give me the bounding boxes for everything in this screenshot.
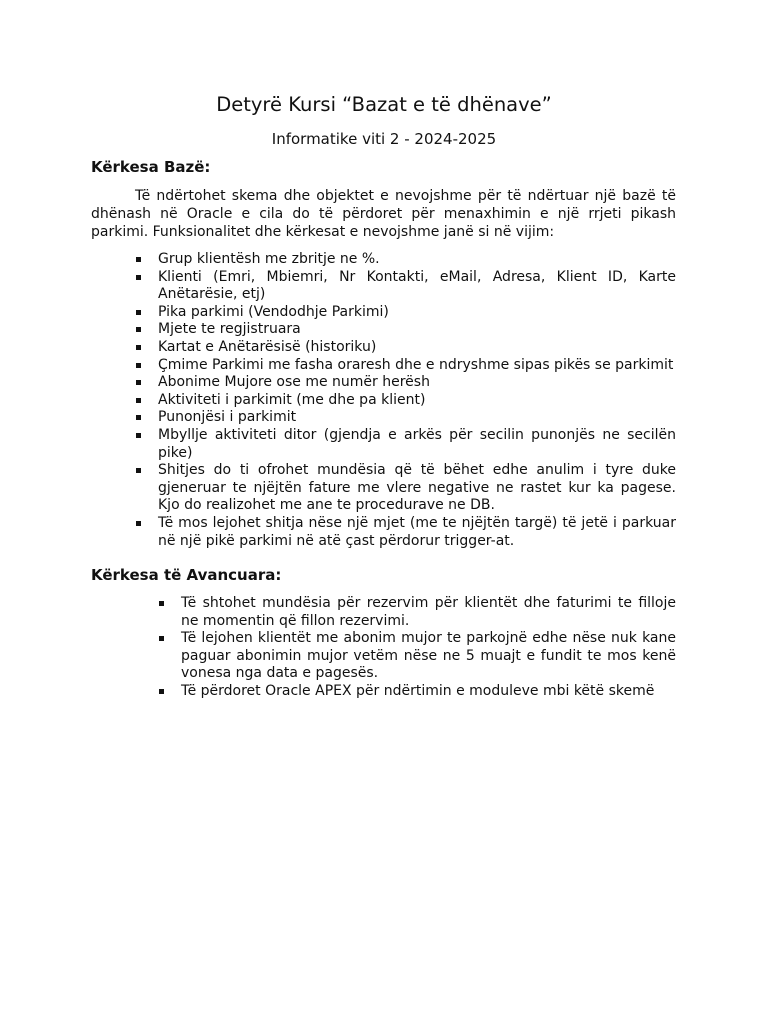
square-bullet-icon: [136, 433, 141, 438]
list-item: [135, 304, 676, 322]
list-item: [135, 339, 676, 357]
list-item-text: Shitjes do ti ofrohet mundësia që të bëhet edhe anulim i tyre duke gjeneruar te njëjtën fature me vlere negative ne rastet kur ka pagese. Kjo do realizohet me ane te procedurave ne DB.: [158, 462, 676, 514]
advanced-requirements-heading: Kërkesa të Avancuara:: [91, 566, 282, 584]
list-item-text: Mbyllje aktiviteti ditor (gjendja e arkës për secilin punonjës ne secilën pike): [158, 426, 676, 461]
square-bullet-icon: [136, 327, 141, 332]
list-item-text: Aktiviteti i parkimit (me dhe pa klient): [158, 391, 426, 408]
square-bullet-icon: [159, 689, 164, 694]
basic-requirements-heading: Kërkesa Bazë:: [91, 158, 211, 176]
list-item: [135, 409, 676, 427]
list-item-text: Mjete te regjistruara: [158, 321, 301, 338]
list-item-text: Çmime Parkimi me fasha oraresh dhe e ndryshme sipas pikës se parkimit: [158, 356, 674, 373]
square-bullet-icon: [136, 345, 141, 350]
list-item-text: Të lejohen klientët me abonim mujor te parkojnë edhe nëse nuk kane paguar abonimin mujor vetëm nëse ne 5 muajt e fundit te mos kenë vonesa nga data e pagesës.: [181, 630, 676, 682]
square-bullet-icon: [159, 601, 164, 606]
list-item: [158, 595, 676, 630]
square-bullet-icon: [136, 363, 141, 368]
page-subtitle: Informatike viti 2 - 2024-2025: [271, 130, 497, 148]
list-item: [158, 630, 676, 683]
list-item: [135, 374, 676, 392]
list-item-text: Kartat e Anëtarësisë (historiku): [158, 338, 377, 355]
list-item: [135, 251, 676, 269]
list-item: [135, 357, 676, 375]
list-item-text: Të shtohet mundësia për rezervim për klientët dhe faturimi te filloje ne momentin që fillon rezervimi.: [181, 595, 676, 629]
square-bullet-icon: [136, 310, 141, 315]
list-item-text: Klienti (Emri, Mbiemri, Nr Kontakti, eMail, Adresa, Klient ID, Karte Anëtarësie, etj): [158, 268, 676, 303]
square-bullet-icon: [136, 398, 141, 403]
intro-paragraph: Të ndërtohet skema dhe objektet e nevojshme për të ndërtuar një bazë të dhënash në Oracle e cila do të përdoret për menaxhimin e një rrjeti pikash parkimi. Funksionalitet dhe kërkesat e nevojshme janë si në vijim:: [91, 188, 676, 240]
advanced-requirements-list: [158, 595, 676, 701]
basic-requirements-list: [135, 251, 676, 550]
list-item: [135, 392, 676, 410]
list-item: [158, 683, 676, 701]
list-item-text: Grup klientësh me zbritje ne %.: [158, 251, 380, 267]
square-bullet-icon: [136, 468, 141, 473]
list-item: [135, 515, 676, 550]
square-bullet-icon: [136, 275, 141, 280]
list-item: [135, 462, 676, 515]
list-item-text: Pika parkimi (Vendodhje Parkimi): [158, 303, 389, 320]
square-bullet-icon: [136, 415, 141, 420]
square-bullet-icon: [159, 636, 164, 641]
list-item-text: Të përdoret Oracle APEX për ndërtimin e moduleve mbi këtë skemë: [181, 682, 655, 699]
square-bullet-icon: [136, 380, 141, 385]
list-item-text: Abonime Mujore ose me numër herësh: [158, 374, 430, 391]
list-item-text: Të mos lejohet shitja nëse një mjet (me te njëjtën targë) të jetë i parkuar në një pikë parkimi në atë çast përdorur trigger-at.: [158, 514, 676, 549]
page-title: Detyrë Kursi “Bazat e të dhënave”: [216, 93, 552, 116]
square-bullet-icon: [136, 257, 141, 262]
list-item-text: Punonjësi i parkimit: [158, 409, 297, 426]
square-bullet-icon: [136, 521, 141, 526]
list-item: [135, 427, 676, 462]
list-item: [135, 321, 676, 339]
list-item: [135, 269, 676, 304]
